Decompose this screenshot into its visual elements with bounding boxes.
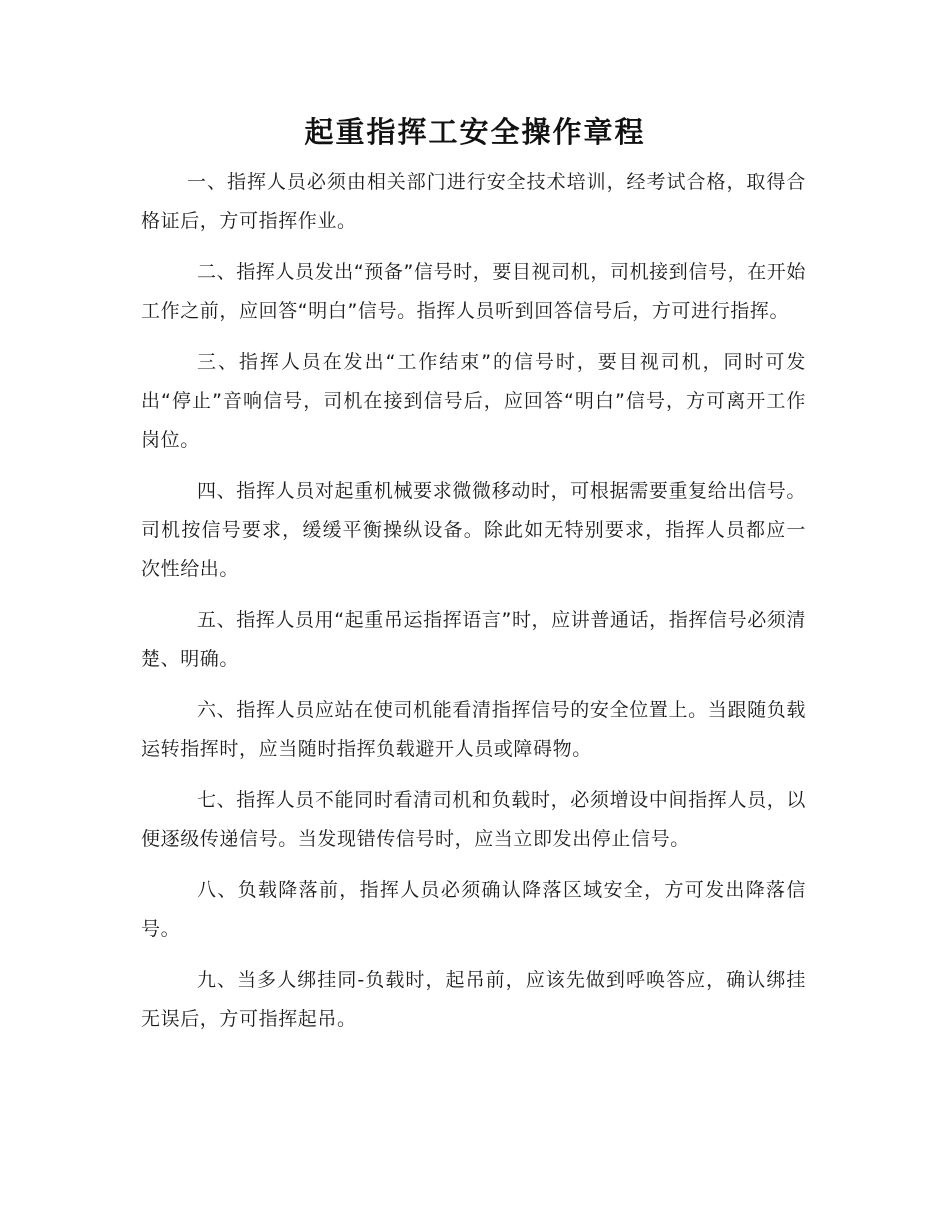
paragraph-5: 五、指挥人员用“起重吊运指挥语言”时，应讲普通话，指挥信号必须清楚、明确。 [141,609,806,670]
document-title: 起重指挥工安全操作章程 [304,115,646,149]
paragraph-4: 四、指挥人员对起重机械要求微微移动时，可根据需要重复给出信号。司机按信号要求，缓缓平衡操纵设备。除此如无特别要求，指挥人员都应一次性给出。 [141,480,806,580]
paragraph-7: 七、指挥人员不能同时看清司机和负载时，必须增设中间指挥人员，以便逐级传递信号。当发现错传信号时，应当立即发出停止信号。 [141,789,806,850]
paragraph-1: 一、指挥人员必须由相关部门进行安全技术培训，经考试合格，取得合格证后，方可指挥作业。 [141,171,806,232]
paragraph-9: 九、当多人绑挂同-负载时，起吊前，应该先做到呼唤答应，确认绑挂无误后，方可指挥起吊。 [141,969,806,1030]
paragraph-3: 三、指挥人员在发出“工作结束”的信号时，要目视司机，同时可发出“停止”音响信号，司机在接到信号后，应回答“明白”信号，方可离开工作岗位。 [141,351,806,451]
paragraph-8: 八、负载降落前，指挥人员必须确认降落区域安全，方可发出降落信号。 [141,879,806,940]
paragraph-2: 二、指挥人员发出“预备”信号时，要目视司机，司机接到信号，在开始工作之前，应回答“明白”信号。指挥人员听到回答信号后，方可进行指挥。 [141,261,806,322]
paragraph-6: 六、指挥人员应站在使司机能看清指挥信号的安全位置上。当跟随负载运转指挥时，应当随时指挥负载避开人员或障碍物。 [141,699,806,760]
document-body [141,163,806,1051]
